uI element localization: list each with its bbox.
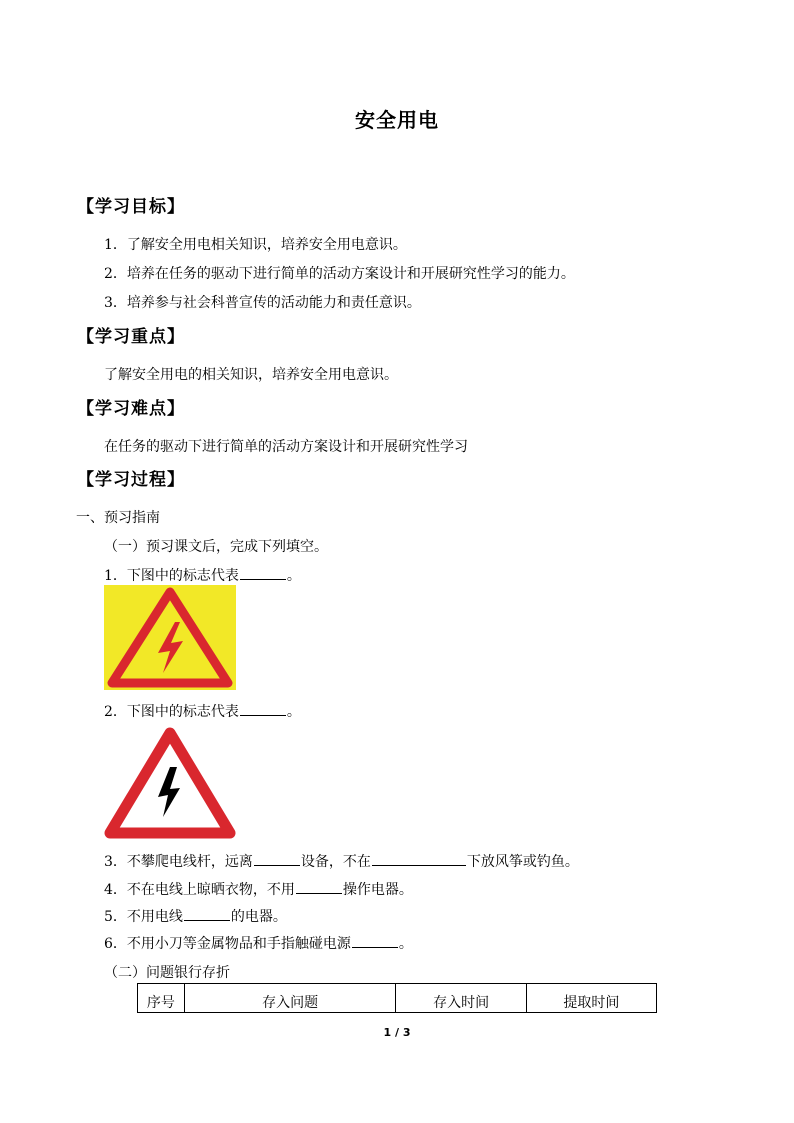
table-header-row <box>138 984 657 1013</box>
question-bank-table <box>137 983 657 1013</box>
page-title: 安全用电 <box>355 108 439 132</box>
objective-item-2: 2．培养在任务的驱动下进行简单的活动方案设计和开展研究性学习的能力。 <box>104 266 575 282</box>
question-3: 3．不攀爬电线杆，远离 设备，不在 下放风筝或钓鱼。 <box>104 851 579 871</box>
objective-item-1: 1．了解安全用电相关知识，培养安全用电意识。 <box>104 237 407 253</box>
question-4: 4．不在电线上晾晒衣物，不用 操作电器。 <box>104 879 413 899</box>
question-6: 6．不用小刀等金属物品和手指触碰电源 。 <box>104 933 413 953</box>
high-voltage-warning-icon <box>104 585 236 690</box>
column-header-question: 存入问题 <box>184 984 396 1013</box>
answer-blank[interactable] <box>240 565 286 580</box>
difficulties-text: 在任务的驱动下进行简单的活动方案设计和开展研究性学习 <box>104 439 468 455</box>
difficulties-heading: 【学习难点】 <box>77 399 185 419</box>
question-1: 1．下图中的标志代表 。 <box>104 565 301 585</box>
page-number: 1 / 3 <box>383 1026 411 1039</box>
question-2: 2．下图中的标志代表 。 <box>104 701 301 721</box>
electric-shock-warning-icon <box>104 725 236 841</box>
process-heading: 【学习过程】 <box>77 470 185 490</box>
answer-blank[interactable] <box>372 851 466 866</box>
answer-blank[interactable] <box>254 851 300 866</box>
preview-heading: 一、预习指南 <box>76 510 160 526</box>
answer-blank[interactable] <box>240 701 286 716</box>
preview-subheading-2: （二）问题银行存折 <box>104 965 230 981</box>
column-header-deposit-time: 存入时间 <box>396 984 526 1013</box>
key-points-text: 了解安全用电的相关知识，培养安全用电意识。 <box>104 367 398 383</box>
objective-item-3: 3．培养参与社会科普宣传的活动能力和责任意识。 <box>104 295 421 311</box>
answer-blank[interactable] <box>352 933 398 948</box>
question-5: 5．不用电线 的电器。 <box>104 906 287 926</box>
preview-subheading-1: （一）预习课文后，完成下列填空。 <box>104 539 328 555</box>
answer-blank[interactable] <box>296 879 342 894</box>
column-header-withdraw-time: 提取时间 <box>526 984 656 1013</box>
objectives-heading: 【学习目标】 <box>77 197 185 217</box>
key-points-heading: 【学习重点】 <box>77 327 185 347</box>
column-header-number: 序号 <box>138 984 185 1013</box>
answer-blank[interactable] <box>184 906 230 921</box>
